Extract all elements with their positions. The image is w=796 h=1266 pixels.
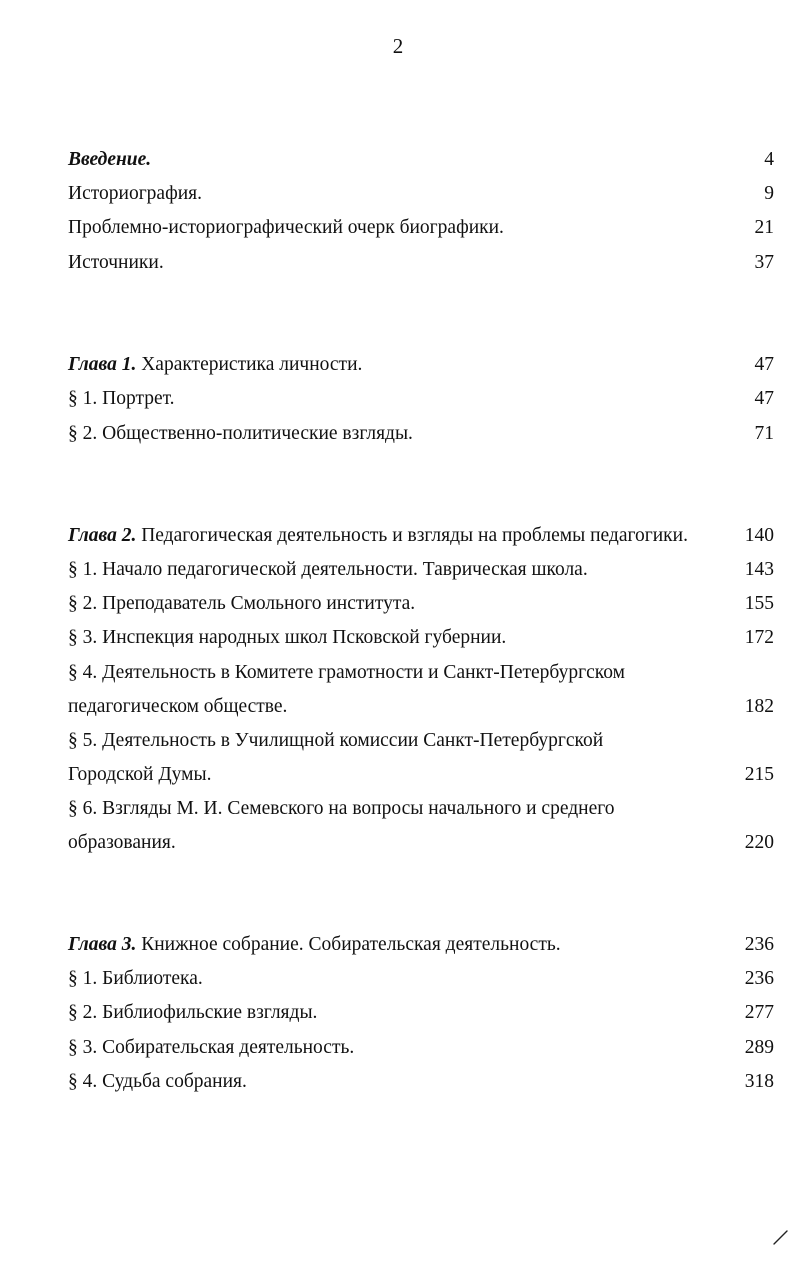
toc-entry-text: § 6. Взгляды М. И. Семевского на вопросы начального и среднего [68, 798, 615, 819]
pen-stroke-mark [772, 1228, 790, 1246]
toc-entry [68, 1069, 774, 1095]
toc-page-number: 37 [754, 252, 774, 273]
toc-entry-line [68, 762, 774, 788]
toc-entry-text: § 3. Инспекция народных школ Псковской губернии. [68, 627, 507, 648]
toc-entry-text: § 2. Общественно-политические взгляды. [68, 423, 413, 444]
toc-page-number: 277 [744, 1002, 774, 1023]
toc-page-number: 182 [744, 696, 774, 717]
toc-entry [68, 181, 774, 207]
toc-page-number: 172 [744, 627, 774, 648]
toc-chapter-heading [68, 932, 774, 958]
toc-entry [68, 250, 774, 276]
toc-entry-line [68, 694, 774, 720]
toc-entry-text: Городской Думы. [68, 764, 212, 785]
toc-entry-line [68, 830, 774, 856]
toc-page-number: 140 [744, 525, 774, 546]
toc-entry-line [68, 660, 774, 686]
toc-page-number: 143 [744, 559, 774, 580]
toc-entry [68, 966, 774, 992]
toc-entry-line [68, 728, 774, 754]
chapter-label: Глава 1. [68, 354, 137, 375]
toc-entry [68, 625, 774, 651]
toc-page-number: 318 [744, 1071, 774, 1092]
toc-entry-text: образования. [68, 832, 176, 853]
toc-entry-text: Источники. [68, 252, 164, 273]
toc-entry [68, 1035, 774, 1061]
chapter-title: Характеристика личности. [136, 354, 363, 375]
chapter-label: Глава 3. [68, 934, 137, 955]
toc-page-number: 220 [744, 832, 774, 853]
toc-page-number: 236 [744, 934, 774, 955]
intro-title: Введение. [68, 149, 152, 170]
toc-entry-text: педагогическом обществе. [68, 696, 288, 717]
toc-chapter-heading [68, 352, 774, 378]
chapter-label: Глава 2. [68, 525, 137, 546]
toc-page-number: 215 [744, 764, 774, 785]
toc-entry [68, 557, 774, 583]
page-number: 2 [392, 34, 404, 58]
toc-entry-line [68, 796, 774, 822]
toc-entry-text: § 4. Деятельность в Комитете грамотности и Санкт-Петербургском [68, 662, 625, 683]
chapter-title: Педагогическая деятельность и взгляды на проблемы педагогики. [136, 525, 688, 546]
toc-page-number: 155 [744, 593, 774, 614]
toc-entry-text: § 2. Преподаватель Смольного института. [68, 593, 416, 614]
toc-page-number: 47 [754, 388, 774, 409]
toc-entry [68, 591, 774, 617]
toc-entry-text: § 1. Начало педагогической деятельности. Таврическая школа. [68, 559, 588, 580]
toc-page-number: 21 [754, 217, 774, 238]
toc-entry [68, 215, 774, 241]
toc-page-number: 4 [764, 149, 774, 170]
chapter-title: Книжное собрание. Собирательская деятельность. [136, 934, 561, 955]
toc-entry [68, 421, 774, 447]
toc-intro-heading [68, 147, 774, 173]
toc-chapter-heading [68, 523, 774, 549]
toc-page-number: 236 [744, 968, 774, 989]
toc-entry-text: Проблемно-историографический очерк биографики. [68, 217, 504, 238]
toc-entry-text: Историография. [68, 183, 203, 204]
toc-entry-text: § 1. Портрет. [68, 388, 175, 409]
toc-entry-text: § 5. Деятельность в Училищной комиссии Санкт-Петербургской [68, 730, 604, 751]
toc-page-number: 71 [754, 423, 774, 444]
toc-page-number: 9 [764, 183, 774, 204]
toc-entry [68, 386, 774, 412]
toc-entry-text: § 2. Библиофильские взгляды. [68, 1002, 318, 1023]
toc-page-number: 47 [754, 354, 774, 375]
toc-entry-text: § 3. Собирательская деятельность. [68, 1037, 355, 1058]
toc-entry-text: § 1. Библиотека. [68, 968, 203, 989]
toc-entry-text: § 4. Судьба собрания. [68, 1071, 247, 1092]
toc-entry [68, 1000, 774, 1026]
toc-page-number: 289 [744, 1037, 774, 1058]
